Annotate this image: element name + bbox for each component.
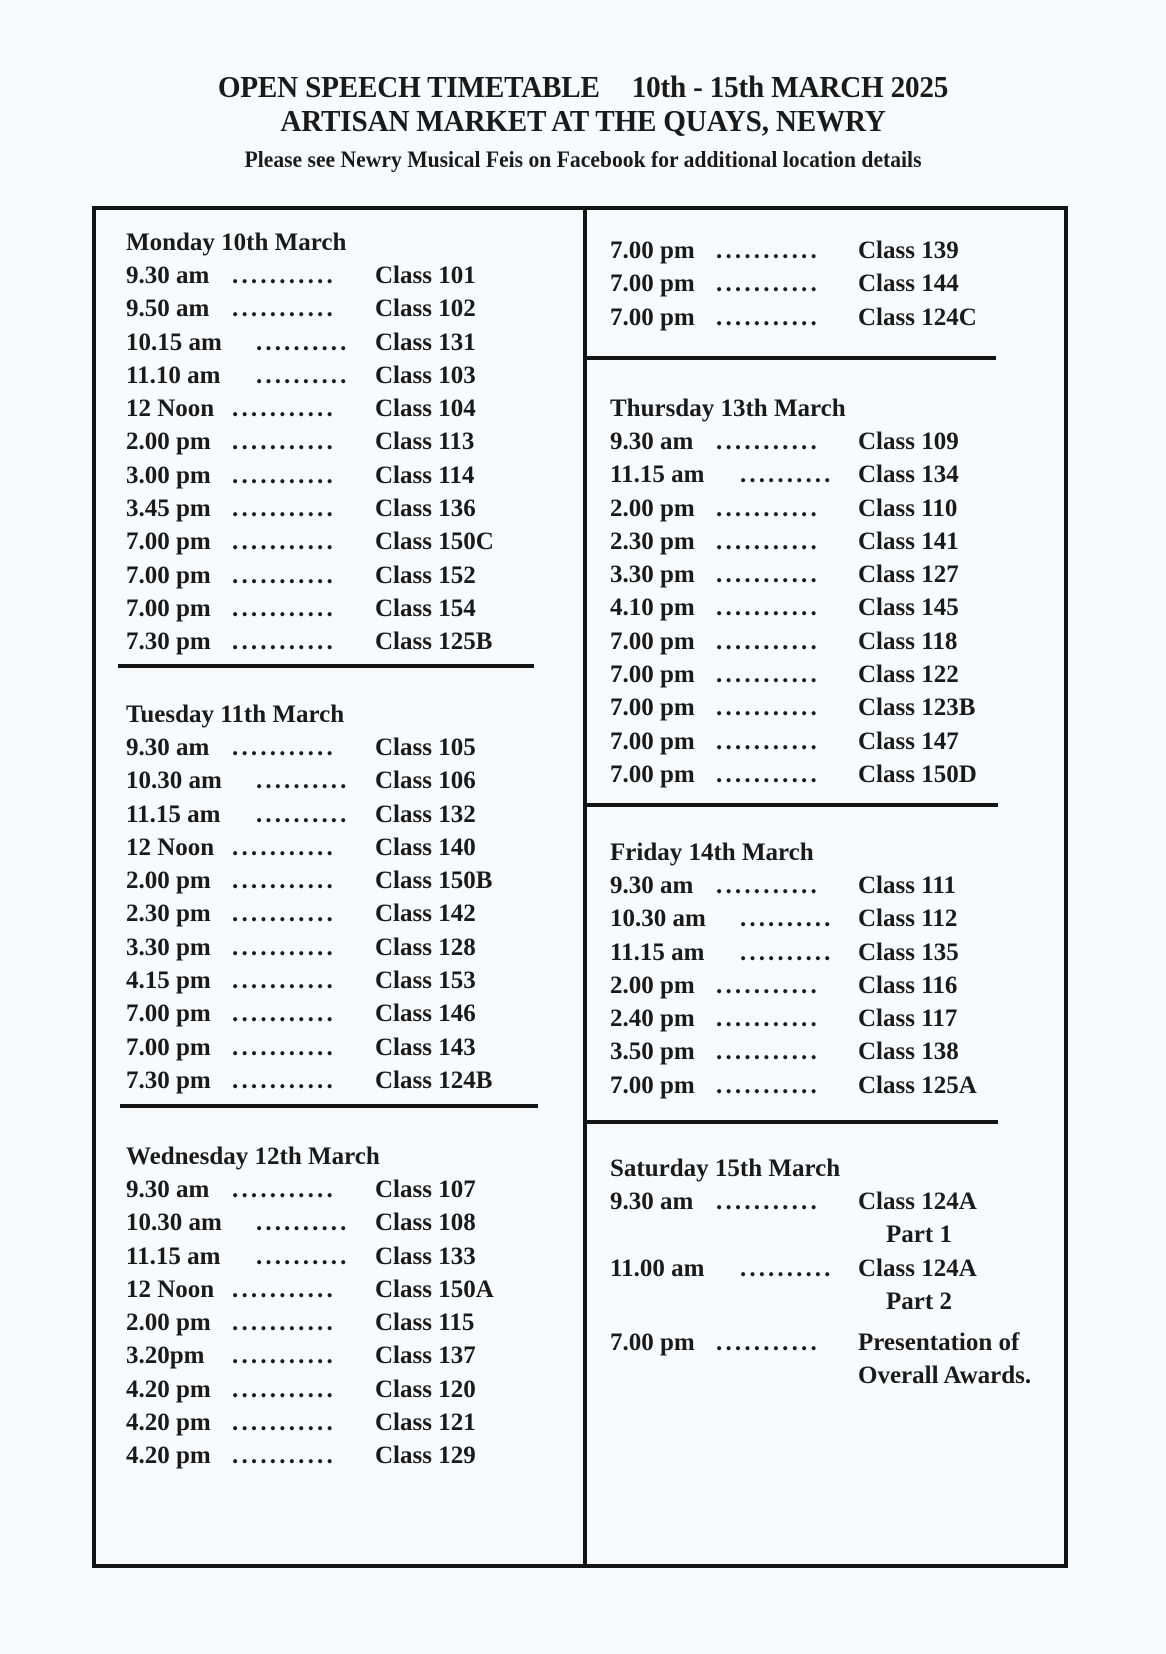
section-separator [584, 803, 998, 807]
class-note: Overall Awards. [858, 1362, 1032, 1390]
class-label: Class 103 [375, 361, 476, 389]
time-slot: 7.00 pm [126, 528, 211, 556]
dot-leader: ........... [716, 494, 820, 522]
schedule-row [610, 234, 1064, 267]
time-slot: 7.00 pm [126, 594, 211, 622]
schedule-row [126, 1306, 583, 1339]
class-label: Class 150C [375, 528, 494, 556]
schedule-row [610, 492, 1064, 525]
section-separator [584, 356, 996, 360]
class-label: Class 147 [858, 727, 959, 755]
dot-leader: ........... [232, 1275, 336, 1303]
dot-leader: ........... [716, 1071, 820, 1099]
time-slot: 11.15 am [126, 800, 221, 828]
class-label: Class 118 [858, 627, 958, 655]
time-slot: 9.30 am [610, 872, 694, 899]
dot-leader: ........... [232, 395, 336, 423]
time-slot: 11.10 am [126, 361, 221, 389]
section-separator [118, 664, 534, 668]
location-note: Please see Newry Musical Feis on Facebook for additional location details [244, 147, 922, 172]
day-thursday [587, 392, 1064, 791]
time-slot: 4.20 pm [126, 1442, 211, 1470]
dot-leader: ........... [232, 1033, 336, 1061]
schedule-row [126, 1064, 583, 1097]
time-slot: 10.30 am [126, 767, 222, 795]
venue-title: ARTISAN MARKET AT THE QUAYS, NEWRY [280, 103, 886, 138]
day-friday [587, 836, 1064, 1102]
schedule-row [126, 897, 583, 930]
dot-leader: .......... [256, 767, 350, 795]
class-label: Class 108 [375, 1209, 476, 1237]
time-slot: 7.00 pm [610, 303, 695, 331]
class-label: Class 135 [858, 938, 959, 966]
dot-leader: ........... [716, 1188, 820, 1215]
class-label: Class 122 [858, 661, 959, 689]
class-label: Class 120 [375, 1375, 476, 1403]
dot-leader: ........... [716, 237, 820, 264]
schedule-row [610, 1035, 1064, 1068]
class-label: Class 110 [858, 494, 958, 522]
dot-leader: .......... [740, 905, 834, 933]
dot-leader: ........... [232, 1442, 336, 1470]
time-slot: 9.30 am [610, 1188, 694, 1215]
dot-leader: ........... [232, 561, 336, 589]
dot-leader: .......... [740, 1254, 834, 1282]
class-label: Class 112 [858, 905, 958, 933]
schedule-row [126, 525, 583, 558]
time-slot: 7.00 pm [610, 237, 695, 264]
class-label: Class 114 [375, 461, 475, 489]
dot-leader: ........... [232, 262, 336, 289]
dot-leader: ........... [232, 495, 336, 523]
class-label: Class 101 [375, 262, 476, 289]
schedule-row [126, 1173, 583, 1206]
class-label: Class 106 [375, 767, 476, 795]
schedule-row [610, 1252, 1064, 1285]
class-label: Class 133 [375, 1242, 476, 1270]
schedule-row [610, 1185, 1064, 1218]
class-label: Class 129 [375, 1442, 476, 1470]
dot-leader: .......... [256, 1209, 350, 1237]
schedule-row [126, 798, 583, 831]
dot-leader: ........... [716, 694, 820, 722]
schedule-row [126, 831, 583, 864]
schedule-row [126, 259, 583, 292]
time-slot: 7.00 pm [126, 1033, 211, 1061]
schedule-row [126, 964, 583, 997]
time-slot: 9.30 am [126, 1176, 210, 1203]
time-slot: 11.15 am [610, 938, 705, 966]
class-label: Class 111 [858, 872, 956, 899]
schedule-row [126, 359, 583, 392]
dot-leader: ........... [232, 967, 336, 995]
day-title: Thursday 13th March [610, 395, 846, 422]
class-label: Class 131 [375, 328, 476, 356]
class-label: Class 124A [858, 1254, 977, 1282]
dot-leader: ........... [232, 867, 336, 895]
time-slot: 7.00 pm [610, 270, 695, 298]
schedule-row [126, 1373, 583, 1406]
schedule-row [126, 764, 583, 797]
class-label: Class 150D [858, 760, 977, 788]
day-monday [96, 226, 583, 659]
time-slot: 7.00 pm [610, 661, 695, 689]
dot-leader: ........... [716, 661, 820, 689]
dot-leader: ........... [716, 872, 820, 899]
time-slot: 3.30 pm [610, 561, 695, 589]
time-slot: 7.30 pm [126, 628, 211, 656]
dot-leader: ........... [232, 528, 336, 556]
time-slot: 11.00 am [610, 1254, 705, 1282]
class-label: Class 134 [858, 461, 959, 489]
dot-leader: .......... [740, 461, 834, 489]
day-title: Friday 14th March [610, 839, 814, 866]
class-label: Class 107 [375, 1176, 476, 1203]
time-slot: 12 Noon [126, 1275, 215, 1303]
timetable-box [92, 206, 1068, 1568]
section-separator [120, 1104, 538, 1108]
schedule-row [126, 1206, 583, 1239]
timetable-header [0, 70, 1166, 174]
schedule-row [610, 902, 1064, 935]
schedule-row [126, 492, 583, 525]
dot-leader: ........... [716, 270, 820, 298]
class-label: Class 143 [375, 1033, 476, 1061]
class-label: Class 144 [858, 270, 959, 298]
dot-leader: .......... [256, 361, 350, 389]
time-slot: 7.00 pm [610, 760, 695, 788]
schedule-row [610, 691, 1064, 724]
class-label: Class 124A [858, 1188, 977, 1215]
dot-leader: ........... [716, 303, 820, 331]
time-slot: 2.30 pm [610, 527, 695, 555]
dot-leader: ........... [232, 428, 336, 456]
day-wednesday [96, 1140, 583, 1473]
time-slot: 2.40 pm [610, 1005, 695, 1033]
dot-leader: ........... [716, 1329, 820, 1357]
schedule-row [610, 725, 1064, 758]
time-slot: 4.20 pm [126, 1409, 211, 1437]
time-slot: 2.00 pm [126, 867, 211, 895]
time-slot: 9.30 am [126, 262, 210, 289]
class-label: Class 109 [858, 428, 959, 455]
time-slot: 3.30 pm [126, 933, 211, 961]
dot-leader: ........... [232, 1066, 336, 1094]
class-label: Class 140 [375, 833, 476, 861]
dot-leader: ........... [232, 1375, 336, 1403]
time-slot: 7.00 pm [610, 1071, 695, 1099]
schedule-row [126, 931, 583, 964]
schedule-row [126, 392, 583, 425]
schedule-row [610, 267, 1064, 300]
time-slot: 7.00 pm [610, 627, 695, 655]
class-label: Presentation of [858, 1329, 1020, 1357]
dot-leader: ........... [232, 1176, 336, 1203]
time-slot: 7.30 pm [126, 1066, 211, 1094]
schedule-row [126, 1031, 583, 1064]
schedule-row [126, 997, 583, 1030]
dot-leader: ........... [232, 461, 336, 489]
schedule-row [610, 1069, 1064, 1102]
time-slot: 9.30 am [610, 428, 694, 455]
class-label: Class 104 [375, 395, 476, 423]
dot-leader: ........... [232, 1309, 336, 1337]
class-label: Class 141 [858, 527, 959, 555]
day-tuesday [96, 698, 583, 1097]
class-label: Class 125B [375, 628, 493, 656]
time-slot: 4.20 pm [126, 1375, 211, 1403]
schedule-row-note [610, 1285, 1064, 1318]
schedule-row [610, 969, 1064, 1002]
class-label: Class 139 [858, 237, 959, 264]
dot-leader: ........... [716, 971, 820, 999]
dot-leader: ........... [716, 527, 820, 555]
schedule-row [610, 758, 1064, 791]
schedule-row [610, 425, 1064, 458]
time-slot: 2.30 pm [126, 900, 211, 928]
time-slot: 9.50 am [126, 295, 210, 323]
schedule-row [126, 625, 583, 658]
schedule-row [126, 559, 583, 592]
schedule-row [610, 301, 1064, 334]
class-label: Class 145 [858, 594, 959, 622]
class-label: Class 136 [375, 495, 476, 523]
schedule-row [126, 1273, 583, 1306]
class-note: Part 2 [886, 1287, 952, 1315]
dot-leader: .......... [256, 328, 350, 356]
dot-leader: ........... [232, 1342, 336, 1370]
time-slot: 11.15 am [126, 1242, 221, 1270]
date-range: 10th - 15th MARCH 2025 [631, 69, 949, 104]
class-label: Class 138 [858, 1038, 959, 1066]
schedule-row [126, 425, 583, 458]
time-slot: 11.15 am [610, 461, 705, 489]
time-slot: 7.00 pm [610, 1329, 695, 1357]
class-label: Class 150A [375, 1275, 494, 1303]
dot-leader: ........... [716, 627, 820, 655]
time-slot: 7.00 pm [610, 694, 695, 722]
time-slot: 4.15 pm [126, 967, 211, 995]
dot-leader: ........... [232, 833, 336, 861]
class-label: Class 117 [858, 1005, 958, 1033]
class-label: Class 124C [858, 303, 977, 331]
schedule-row [126, 1406, 583, 1439]
time-slot: 3.00 pm [126, 461, 211, 489]
dot-leader: ........... [716, 727, 820, 755]
time-slot: 10.30 am [126, 1209, 222, 1237]
time-slot: 3.20pm [126, 1342, 205, 1370]
dot-leader: .......... [256, 1242, 350, 1270]
day-title: Saturday 15th March [610, 1155, 841, 1182]
class-label: Class 124B [375, 1066, 493, 1094]
dot-leader: ........... [232, 628, 336, 656]
day-saturday [587, 1152, 1064, 1393]
dot-leader: ........... [716, 561, 820, 589]
schedule-row-note [610, 1218, 1064, 1251]
dot-leader: .......... [740, 938, 834, 966]
class-label: Class 146 [375, 1000, 476, 1028]
dot-leader: ........... [232, 1000, 336, 1028]
class-label: Class 142 [375, 900, 476, 928]
dot-leader: ........... [232, 295, 336, 323]
class-label: Class 152 [375, 561, 476, 589]
day-title: Wednesday 12th March [126, 1143, 380, 1170]
class-label: Class 132 [375, 800, 476, 828]
dot-leader: ........... [716, 594, 820, 622]
schedule-row [610, 458, 1064, 491]
time-slot: 9.30 am [126, 734, 210, 761]
dot-leader: ........... [232, 933, 336, 961]
dot-leader: ........... [716, 760, 820, 788]
schedule-row [610, 1326, 1064, 1359]
time-slot: 10.15 am [126, 328, 222, 356]
time-slot: 3.50 pm [610, 1038, 695, 1066]
schedule-row [610, 558, 1064, 591]
time-slot: 7.00 pm [126, 561, 211, 589]
schedule-row [126, 1439, 583, 1472]
schedule-row [126, 1339, 583, 1372]
schedule-row [126, 592, 583, 625]
class-label: Class 150B [375, 867, 493, 895]
schedule-row [610, 658, 1064, 691]
class-label: Class 127 [858, 561, 959, 589]
schedule-row [126, 459, 583, 492]
dot-leader: ........... [232, 1409, 336, 1437]
schedule-row [610, 525, 1064, 558]
class-label: Class 137 [375, 1342, 476, 1370]
class-note: Part 1 [886, 1221, 952, 1249]
class-label: Class 116 [858, 971, 958, 999]
class-label: Class 115 [375, 1309, 475, 1337]
class-label: Class 125A [858, 1071, 977, 1099]
class-label: Class 113 [375, 428, 475, 456]
schedule-row [126, 1240, 583, 1273]
class-label: Class 102 [375, 295, 476, 323]
schedule-row [610, 936, 1064, 969]
time-slot: 3.45 pm [126, 495, 211, 523]
time-slot: 10.30 am [610, 905, 706, 933]
class-label: Class 123B [858, 694, 976, 722]
dot-leader: ........... [232, 594, 336, 622]
page-title [35, 70, 1131, 104]
schedule-row [610, 625, 1064, 658]
class-label: Class 105 [375, 734, 476, 761]
title-text: OPEN SPEECH TIMETABLE [217, 69, 600, 104]
class-label: Class 121 [375, 1409, 476, 1437]
time-slot: 7.00 pm [126, 1000, 211, 1028]
day-title: Monday 10th March [126, 229, 347, 256]
dot-leader: ........... [716, 1005, 820, 1033]
time-slot: 2.00 pm [610, 494, 695, 522]
schedule-row [126, 326, 583, 359]
day-title: Tuesday 11th March [126, 701, 345, 728]
time-slot: 4.10 pm [610, 594, 695, 622]
schedule-row [126, 292, 583, 325]
schedule-row [610, 1002, 1064, 1035]
dot-leader: ........... [716, 428, 820, 455]
time-slot: 7.00 pm [610, 727, 695, 755]
dot-leader: .......... [256, 800, 350, 828]
class-label: Class 153 [375, 967, 476, 995]
section-separator [584, 1120, 998, 1124]
schedule-row [126, 864, 583, 897]
time-slot: 2.00 pm [610, 971, 695, 999]
time-slot: 12 Noon [126, 833, 215, 861]
schedule-row [126, 731, 583, 764]
day-wednesday-continued [587, 234, 1064, 334]
time-slot: 2.00 pm [126, 1309, 211, 1337]
time-slot: 2.00 pm [126, 428, 211, 456]
time-slot: 12 Noon [126, 395, 215, 423]
dot-leader: ........... [716, 1038, 820, 1066]
dot-leader: ........... [232, 900, 336, 928]
schedule-row [610, 869, 1064, 902]
class-label: Class 154 [375, 594, 476, 622]
schedule-row [610, 591, 1064, 624]
dot-leader: ........... [232, 734, 336, 761]
schedule-row-note [610, 1359, 1064, 1392]
class-label: Class 128 [375, 933, 476, 961]
